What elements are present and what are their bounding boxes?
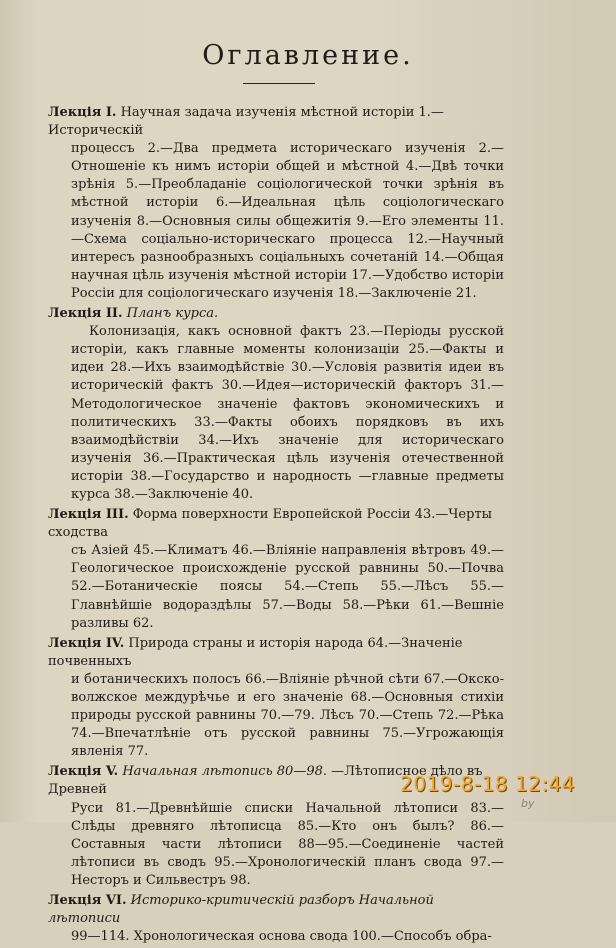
lecture-heading: Научная задача изученія мѣстной исторіи 1.—Историческій (48, 105, 444, 139)
lecture-label: Лекція I. (48, 105, 117, 120)
toc-entry (48, 305, 504, 504)
lecture-label: Лекція VI. (48, 893, 127, 909)
toc-entry (48, 506, 504, 633)
lecture-heading: Планъ курса. (126, 306, 219, 322)
title-underline (243, 83, 315, 84)
lecture-contents: Колонизація, какъ основной фактъ 23.—Періоды русской исторіи, какъ главные моменты колонизаціи 25.—Факты и идеи 28.—Ихъ взаимодѣйствіе 30.—Условія развитія идеи въ историческій фактъ 30.—Идея—историческій факторъ 31.—Методологическое значеніе фактовъ экономическихъ и политическихъ 33.—Факты обоихъ порядковъ въ ихъ взаимодѣйствіи 34.—Ихъ значеніе для историческаго изученія 36.—Практическая цѣль изученія отечественной исторіи 38.—Государство и народность —главные предметы курса 38.—Заключеніе 40. (71, 324, 504, 502)
lecture-heading: Природа страны и исторія народа 64.—Значеніе почвенныхъ (48, 635, 463, 669)
lecture-contents: Руси 81.—Древнѣйшіе списки Начальной лѣтописи 83.—Слѣды древняго лѣтописца 85.—Кто онъ былъ? 86.—Составныя части лѣтописи 88—95.—Соединеніе частей лѣтописи въ сводъ 95.—Хронологическій планъ свода 97.—Несторъ и Сильвестръ 98. (71, 800, 504, 888)
lecture-contents: и ботаническихъ полосъ 66.—Вліяніе рѣчной сѣти 67.—Окско-волжское междурѣчье и его значеніе 68.—Основныя стихіи природы русской равнины 70.—79. Лѣсъ 70.—Степь 72.—Рѣка 74.—Впечатлѣніе отъ русской равнины 75.—Угрожающія явленія 77. (71, 671, 504, 760)
page-title: Оглавление. (202, 40, 414, 71)
lecture-contents: 99—114. Хронологическая основа свода 100.—Способъ обра- (71, 929, 492, 945)
lecture-heading: Историко-критическій разборъ Начальной лѣтописи (48, 893, 434, 927)
table-of-contents (48, 104, 504, 948)
toc-entry (48, 892, 504, 946)
toc-entry (48, 635, 504, 762)
lecture-contents: съ Азіей 45.—Климатъ 46.—Вліяніе направленія вѣтровъ 49.—Геологическое происхожденіе русской равнины 50.—Почва 52.—Ботаническіе поясы 54.—Степь 55.—Лѣсъ 55.—Главнѣйшіе водораздѣлы 57.—Воды 58.—Рѣки 61.—Вешніе разливы 62. (71, 543, 504, 631)
toc-entry (48, 104, 504, 303)
lecture-contents: процессъ 2.—Два предмета историческаго изученія 2.—Отношеніе къ нимъ исторіи общей и мѣстной 4.—Двѣ точки зрѣнія 5.—Преобладаніе соціологической точки зрѣнія въ мѣстной исторіи 6.—Идеальная цѣль соціологическаго изученія 8.—Основныя силы общежитія 9.—Его элементы 11.—Схема соціально-историческаго процесса 12.—Научный интересъ разнообразныхъ соціальныхъ сочетаній 14.—Общая научная цѣль изученія мѣстной исторіи 17.—Удобство исторіи Россіи для соціологическаго изученія 18.—Заключеніе 21. (71, 141, 504, 301)
lecture-heading: Начальная лѣтопись 80—98. (122, 764, 327, 780)
photo-timestamp: 2019-8-18 12:44 (400, 772, 575, 796)
lecture-heading-tail: —Лѣтописное дѣло въ Древней (48, 764, 483, 798)
lecture-label: Лекція III. (48, 507, 129, 523)
lecture-label: Лекція II. (48, 306, 123, 322)
lecture-heading: Форма поверхности Европейской Россіи 43.—Черты сходства (48, 507, 492, 541)
lecture-label: Лекція V. (48, 764, 119, 780)
lecture-label: Лекція IV. (48, 635, 125, 651)
watermark: by (521, 797, 535, 810)
